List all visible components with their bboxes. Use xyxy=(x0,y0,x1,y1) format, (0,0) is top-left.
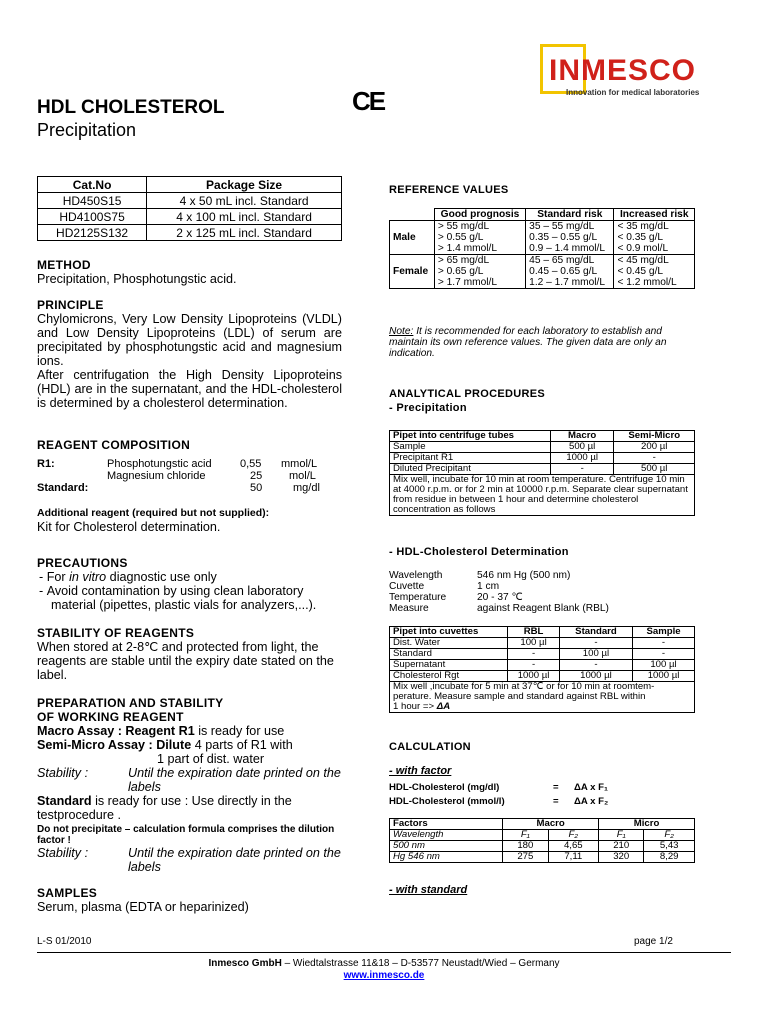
precaution-text-italic: in vitro xyxy=(69,570,107,584)
cuv-cell: Standard xyxy=(390,649,508,660)
reagent-list xyxy=(37,458,342,498)
reference-cell: < 1.2 mmol/L xyxy=(614,277,695,289)
cuv-cell: 100 µl xyxy=(633,660,695,671)
param-value: against Reagent Blank (RBL) xyxy=(477,603,609,614)
reference-cell: 1.2 – 1.7 mmol/L xyxy=(526,277,614,289)
reference-heading: REFERENCE VALUES xyxy=(389,184,509,196)
logo-tagline: Innovation for medical laboratories xyxy=(566,88,700,97)
param-label: Wavelength xyxy=(389,570,443,581)
table-row xyxy=(390,671,695,682)
samples-text: Serum, plasma (EDTA or heparinized) xyxy=(37,900,249,914)
table-row xyxy=(390,475,695,516)
reference-cell: < 0.35 g/L xyxy=(614,232,695,243)
param-value: 546 nm Hg (500 nm) xyxy=(477,570,571,581)
reagent-value: 0,55 xyxy=(240,458,262,470)
table-row xyxy=(390,649,695,660)
factor-cell: 275 xyxy=(503,852,548,863)
cuv-cell: - xyxy=(559,638,632,649)
precipitation-table xyxy=(389,430,695,516)
factor-header: Macro xyxy=(503,819,599,830)
standard-bold: Standard xyxy=(37,794,92,808)
semi-micro-text: 4 parts of R1 with xyxy=(191,738,293,752)
preparation-heading-2: OF WORKING REAGENT xyxy=(37,710,184,724)
precipitation-subheading: - Precipitation xyxy=(389,402,467,414)
factor-cell: 7,11 xyxy=(548,852,599,863)
reagent-unit: mol/L xyxy=(289,470,316,482)
param-value: 20 - 37 ℃ xyxy=(477,592,523,603)
website-link[interactable]: www.inmesco.de xyxy=(343,970,425,981)
prec-cell: - xyxy=(550,464,614,475)
reagent-section xyxy=(37,438,342,534)
factor-cell: 5,43 xyxy=(644,841,695,852)
catalog-cell: HD450S15 xyxy=(38,193,147,209)
table-row xyxy=(390,442,695,453)
formula-value: ΔA x F₂ xyxy=(574,796,609,807)
factors-table xyxy=(389,818,695,863)
table-row xyxy=(390,277,695,289)
factor-cell: 4,65 xyxy=(548,841,599,852)
stability-note: Until the expiration date printed on the labels xyxy=(128,766,341,794)
table-row xyxy=(390,841,695,852)
cuv-cell: - xyxy=(633,649,695,660)
cuv-header: Pipet into cuvettes xyxy=(390,627,508,638)
factor-cell: 180 xyxy=(503,841,548,852)
reagent-name: Phosphotungstic acid xyxy=(107,458,212,470)
reference-cell: 0.9 – 1.4 mmol/L xyxy=(526,243,614,255)
cuv-cell: Supernatant xyxy=(390,660,508,671)
catalog-cell: 4 x 50 mL incl. Standard xyxy=(147,193,342,209)
samples-section xyxy=(37,886,342,914)
cuv-header: Sample xyxy=(633,627,695,638)
precaution-text: For xyxy=(46,570,70,584)
prec-cell: Sample xyxy=(390,442,551,453)
table-row xyxy=(390,221,695,233)
method-text: Precipitation, Phosphotungstic acid. xyxy=(37,272,237,286)
param-value: 1 cm xyxy=(477,581,500,592)
reagent-heading: REAGENT COMPOSITION xyxy=(37,438,191,452)
standard-unit: mg/dl xyxy=(293,482,320,494)
reference-cell: > 1.7 mmol/L xyxy=(434,277,525,289)
note-label: Note: xyxy=(389,326,414,337)
reagent-value: 25 xyxy=(250,470,263,482)
reagent-name: Magnesium chloride xyxy=(107,470,206,482)
table-row xyxy=(390,852,695,863)
additional-reagent-text: Kit for Cholesterol determination. xyxy=(37,520,221,534)
reference-cell: 0.45 – 0.65 g/L xyxy=(526,266,614,277)
with-standard-heading: - with standard xyxy=(389,884,468,896)
hdl-determination-heading: - HDL-Cholesterol Determination xyxy=(389,546,569,558)
principle-section xyxy=(37,298,342,410)
cuv-cell: - xyxy=(633,638,695,649)
principle-text-2: After centrifugation the High Density Lipoproteins (HDL) are in the supernatant, and the HDL-cholesterol is determined by a cholesterol determination. xyxy=(37,368,342,410)
table-row xyxy=(38,193,342,209)
table-row xyxy=(390,830,695,841)
param-label: Cuvette xyxy=(389,581,425,592)
catalog-header-catno: Cat.No xyxy=(38,177,147,193)
precipitate-warning: Do not precipitate – calculation formula comprises the dilution factor ! xyxy=(37,824,335,846)
reference-corner xyxy=(390,209,435,221)
table-row xyxy=(390,682,695,713)
calculation-heading: CALCULATION xyxy=(389,741,471,753)
reference-header-increased: Increased risk xyxy=(614,209,695,221)
macro-assay-label: Macro Assay : Reagent R1 xyxy=(37,724,195,738)
table-row xyxy=(390,243,695,255)
prec-note: Mix well, incubate for 10 min at room temperature. Centrifuge 10 min at 4000 r.p.m. or for 2 min at 10000 r.p.m. Separate clear supernatant from residue in between 1 hour and determine cholesterol concentration as follows xyxy=(390,475,695,516)
factor-cell: 8,29 xyxy=(644,852,695,863)
catalog-cell: HD4100S75 xyxy=(38,209,147,225)
delta-a: ΔA xyxy=(436,701,451,712)
prec-cell: 1000 µl xyxy=(550,453,614,464)
stability-section xyxy=(37,626,342,682)
reference-table xyxy=(389,208,695,289)
cuv-note-text: 1 hour => xyxy=(393,701,437,712)
catalog-header-package: Package Size xyxy=(147,177,342,193)
company-name: Inmesco GmbH xyxy=(208,958,282,969)
factor-header: Factors xyxy=(390,819,503,830)
table-row xyxy=(38,209,342,225)
cuv-cell: Cholesterol Rgt xyxy=(390,671,508,682)
factor-cell: 210 xyxy=(599,841,644,852)
standard-value: 50 xyxy=(250,482,263,494)
cuvette-table xyxy=(389,626,695,713)
footer-code: L-S 01/2010 xyxy=(37,936,92,947)
factor-cell: F₂ xyxy=(644,830,695,841)
prec-header: Pipet into centrifuge tubes xyxy=(390,431,551,442)
formula-label: HDL-Cholesterol (mg/dl) xyxy=(389,782,500,793)
semi-micro-text-2: 1 part of dist. water xyxy=(157,752,265,766)
reference-header-standard: Standard risk xyxy=(526,209,614,221)
macro-assay-text: is ready for use xyxy=(194,724,285,738)
semi-micro-label: Semi-Micro Assay : Dilute xyxy=(37,738,192,752)
precautions-heading: PRECAUTIONS xyxy=(37,556,128,570)
standard-text: is ready for use : Use directly in the testprocedure . xyxy=(37,794,292,822)
r1-label: R1: xyxy=(37,458,55,470)
reference-cell: > 65 mg/dL xyxy=(434,255,525,267)
table-row xyxy=(390,464,695,475)
catalog-table xyxy=(37,176,342,241)
table-row xyxy=(390,638,695,649)
cuv-note xyxy=(390,682,695,713)
factor-cell: Hg 546 nm xyxy=(390,852,503,863)
standard-label: Standard: xyxy=(37,482,89,494)
precaution-item: - For in vitro diagnostic use only xyxy=(39,570,217,584)
samples-heading: SAMPLES xyxy=(37,886,98,900)
cuv-cell: 1000 µl xyxy=(559,671,632,682)
prec-header: Semi-Micro xyxy=(614,431,695,442)
catalog-cell: 4 x 100 mL incl. Standard xyxy=(147,209,342,225)
prec-cell: 500 µl xyxy=(550,442,614,453)
preparation-section xyxy=(37,696,342,874)
formula-equals: = xyxy=(553,796,559,807)
stability-label: Stability : xyxy=(37,846,89,860)
prec-cell: 200 µl xyxy=(614,442,695,453)
reference-cell: < 35 mg/dL xyxy=(614,221,695,233)
reference-cell: 45 – 65 mg/dL xyxy=(526,255,614,267)
cuv-cell: 100 µl xyxy=(559,649,632,660)
stability-heading: STABILITY OF REAGENTS xyxy=(37,626,195,640)
prec-cell: - xyxy=(614,453,695,464)
company-address: – Wiedtalstrasse 11&18 – D-53577 Neustadt/Wied – Germany xyxy=(281,958,560,969)
reference-cell: < 45 mg/dL xyxy=(614,255,695,267)
table-row xyxy=(38,225,342,241)
precautions-section xyxy=(37,556,342,612)
factor-cell: 320 xyxy=(599,852,644,863)
cuv-cell: - xyxy=(559,660,632,671)
factor-cell: F₁ xyxy=(599,830,644,841)
footer-page-number: page 1/2 xyxy=(634,936,673,947)
cuv-header: Standard xyxy=(559,627,632,638)
cuv-cell: Dist. Water xyxy=(390,638,508,649)
reference-header-good: Good prognosis xyxy=(434,209,525,221)
table-row xyxy=(390,255,695,267)
precaution-text: Avoid contamination by using clean laboratory material (pipettes, plastic vials for analyzers,...). xyxy=(46,584,317,612)
method-heading: METHOD xyxy=(37,258,91,272)
precaution-item: - Avoid contamination by using clean laboratory material (pipettes, plastic vials for analyzers,...). xyxy=(39,584,317,612)
document-title: HDL CHOLESTEROL xyxy=(37,97,225,118)
formula-value: ΔA x F₁ xyxy=(574,782,608,793)
stability-note: Until the expiration date printed on the labels xyxy=(128,846,341,874)
ce-mark: CE xyxy=(352,86,385,116)
factor-cell: Wavelength xyxy=(390,830,503,841)
reference-cell: < 0.45 g/L xyxy=(614,266,695,277)
table-row xyxy=(390,232,695,243)
cuv-cell: 100 µl xyxy=(508,638,560,649)
prec-cell: 500 µl xyxy=(614,464,695,475)
precaution-text: diagnostic use only xyxy=(106,570,217,584)
param-label: Measure xyxy=(389,603,429,614)
factor-cell: F₁ xyxy=(503,830,548,841)
cuv-cell: 1000 µl xyxy=(633,671,695,682)
principle-heading: PRINCIPLE xyxy=(37,298,104,312)
footer-divider xyxy=(37,952,731,953)
stability-label: Stability : xyxy=(37,766,89,780)
principle-text-1: Chylomicrons, Very Low Density Lipoproteins (VLDL) and Low Density Lipoproteins (LDL) of serum are precipitated by phosphotungstic acid and magnesium ions. xyxy=(37,312,342,368)
cuv-cell: - xyxy=(508,649,560,660)
reference-cell: 35 – 55 mg/dL xyxy=(526,221,614,233)
table-row xyxy=(390,266,695,277)
factor-header: Micro xyxy=(599,819,695,830)
prec-header: Macro xyxy=(550,431,614,442)
reference-cell: 0.35 – 0.55 g/L xyxy=(526,232,614,243)
formula-label: HDL-Cholesterol (mmol/l) xyxy=(389,796,505,807)
additional-reagent-heading: Additional reagent (required but not supplied): xyxy=(37,507,270,519)
table-row xyxy=(390,453,695,464)
catalog-cell: HD2125S132 xyxy=(38,225,147,241)
cuv-cell: - xyxy=(508,660,560,671)
document-subtitle: Precipitation xyxy=(37,120,137,140)
cuv-note-text: Mix well ,incubate for 5 min at 37℃ or for 10 min at roomtem-perature. Measure sample and standard against RBL within xyxy=(393,681,655,702)
female-label: Female xyxy=(390,255,435,289)
factor-cell: 500 nm xyxy=(390,841,503,852)
formula-equals: = xyxy=(553,782,559,793)
factor-cell: F₂ xyxy=(548,830,599,841)
reference-cell: > 0.55 g/L xyxy=(434,232,525,243)
stability-text: When stored at 2-8℃ and protected from light, the reagents are stable until the expiry date stated on the label. xyxy=(37,640,334,682)
cuv-cell: 1000 µl xyxy=(508,671,560,682)
catalog-cell: 2 x 125 mL incl. Standard xyxy=(147,225,342,241)
method-section xyxy=(37,258,342,286)
param-label: Temperature xyxy=(389,592,447,603)
reference-cell: > 1.4 mmol/L xyxy=(434,243,525,255)
analytical-heading: ANALYTICAL PROCEDURES xyxy=(389,388,546,400)
footer-address xyxy=(0,958,768,969)
cuv-header: RBL xyxy=(508,627,560,638)
male-label: Male xyxy=(390,221,435,255)
reference-cell: > 55 mg/dL xyxy=(434,221,525,233)
hdl-params xyxy=(389,570,695,614)
reference-cell: < 0.9 mol/L xyxy=(614,243,695,255)
reagent-unit: mmol/L xyxy=(281,458,318,470)
note-text: It is recommended for each laboratory to establish and maintain its own reference values. The given data are only an indication. xyxy=(389,326,667,359)
reference-cell: > 0.65 g/L xyxy=(434,266,525,277)
prec-cell: Precipitant R1 xyxy=(390,453,551,464)
prec-cell: Diluted Precipitant xyxy=(390,464,551,475)
company-logo: INMESCO xyxy=(549,54,697,87)
preparation-heading-1: PREPARATION AND STABILITY xyxy=(37,696,224,710)
reference-note xyxy=(389,326,689,359)
table-row xyxy=(390,660,695,671)
with-factor-heading: - with factor xyxy=(389,765,452,777)
